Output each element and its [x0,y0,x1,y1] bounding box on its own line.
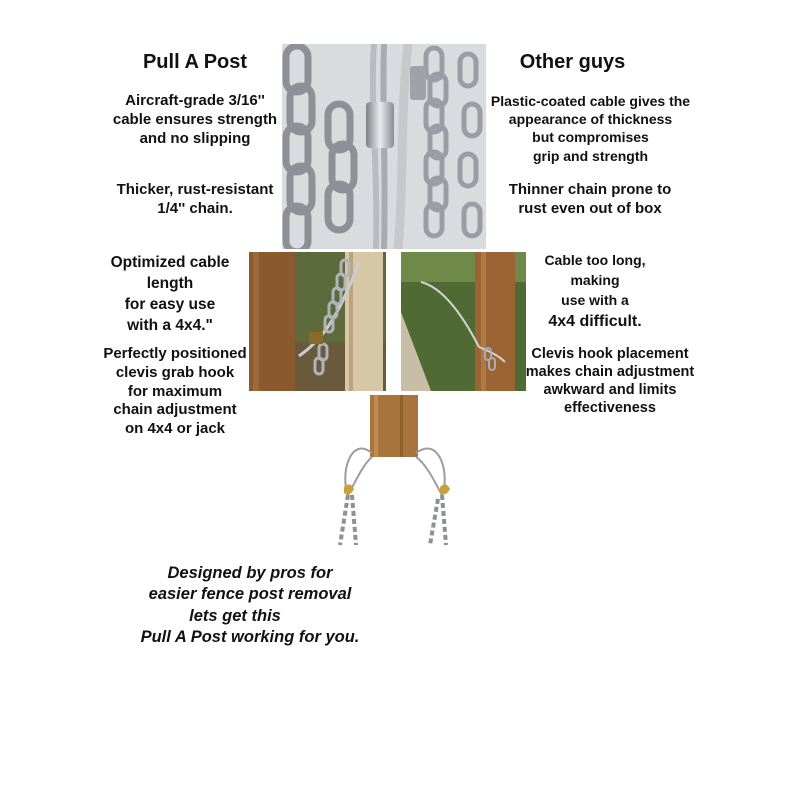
left-point-length-line: Optimized cable [110,254,230,271]
right-point-length [520,251,670,333]
right-point-hook-line: Clevis hook placement [531,346,689,362]
left-point-chain-line: 1/4'' chain. [157,199,233,217]
right-point-hook-line: makes chain adjustment [525,364,695,381]
left-point-hook-line: clevis grab hook [115,363,235,381]
left-point-hook-line: chain adjustment [113,401,237,419]
right-point-hook-line: effectiveness [564,400,656,417]
tagline-line: Designed by pros for [167,564,333,582]
right-point-cable-line: but compromises [532,129,649,146]
left-point-length-line: with a 4x4." [127,317,213,335]
product-on-4x4-photo [300,395,490,555]
right-point-length-line: use with a [561,291,629,308]
right-point-chain [495,181,685,219]
left-point-length-line: for easy use [124,296,216,314]
pull-a-post-installed-photo [249,252,386,391]
other-guys-installed-photo [401,252,526,391]
tagline-line: easier fence post removal [148,585,352,604]
left-point-cable-line: Aircraft-grade 3/16'' [125,92,265,109]
right-point-cable-line: appearance of thickness [508,111,673,128]
right-point-length-line: Cable too long, [544,252,646,268]
left-point-hook-line: on 4x4 or jack [124,420,226,437]
right-heading: Other guys [519,51,626,73]
right-point-chain-line: rust even out of box [518,199,662,217]
left-point-length [90,252,250,336]
right-point-chain-line: Thinner chain prone to [508,181,672,198]
left-heading: Pull A Post [142,51,248,73]
left-point-chain [100,181,290,219]
tagline-line: lets get this [189,606,281,625]
left-point-hook [95,345,255,439]
chain-comparison-photo [282,44,486,249]
right-point-cable [488,92,693,165]
right-point-hook [520,345,700,418]
tagline [130,563,370,649]
left-point-hook-line: for maximum [127,382,223,400]
right-point-cable-line: grip and strength [532,147,649,164]
left-point-cable-line: cable ensures strength [112,110,278,128]
right-point-hook-line: awkward and limits [543,382,677,399]
left-point-hook-line: Perfectly positioned [103,345,247,362]
right-point-length-line: 4x4 difficult. [548,312,642,330]
tagline-line: Pull A Post working for you. [140,628,360,647]
right-point-length-line: making [570,271,620,288]
left-point-length-line: length [146,275,194,293]
right-point-cable-line: Plastic-coated cable gives the [490,93,691,109]
left-point-cable-line: and no slipping [139,129,251,147]
left-point-cable [100,92,290,148]
left-point-chain-line: Thicker, rust-resistant [116,181,274,198]
